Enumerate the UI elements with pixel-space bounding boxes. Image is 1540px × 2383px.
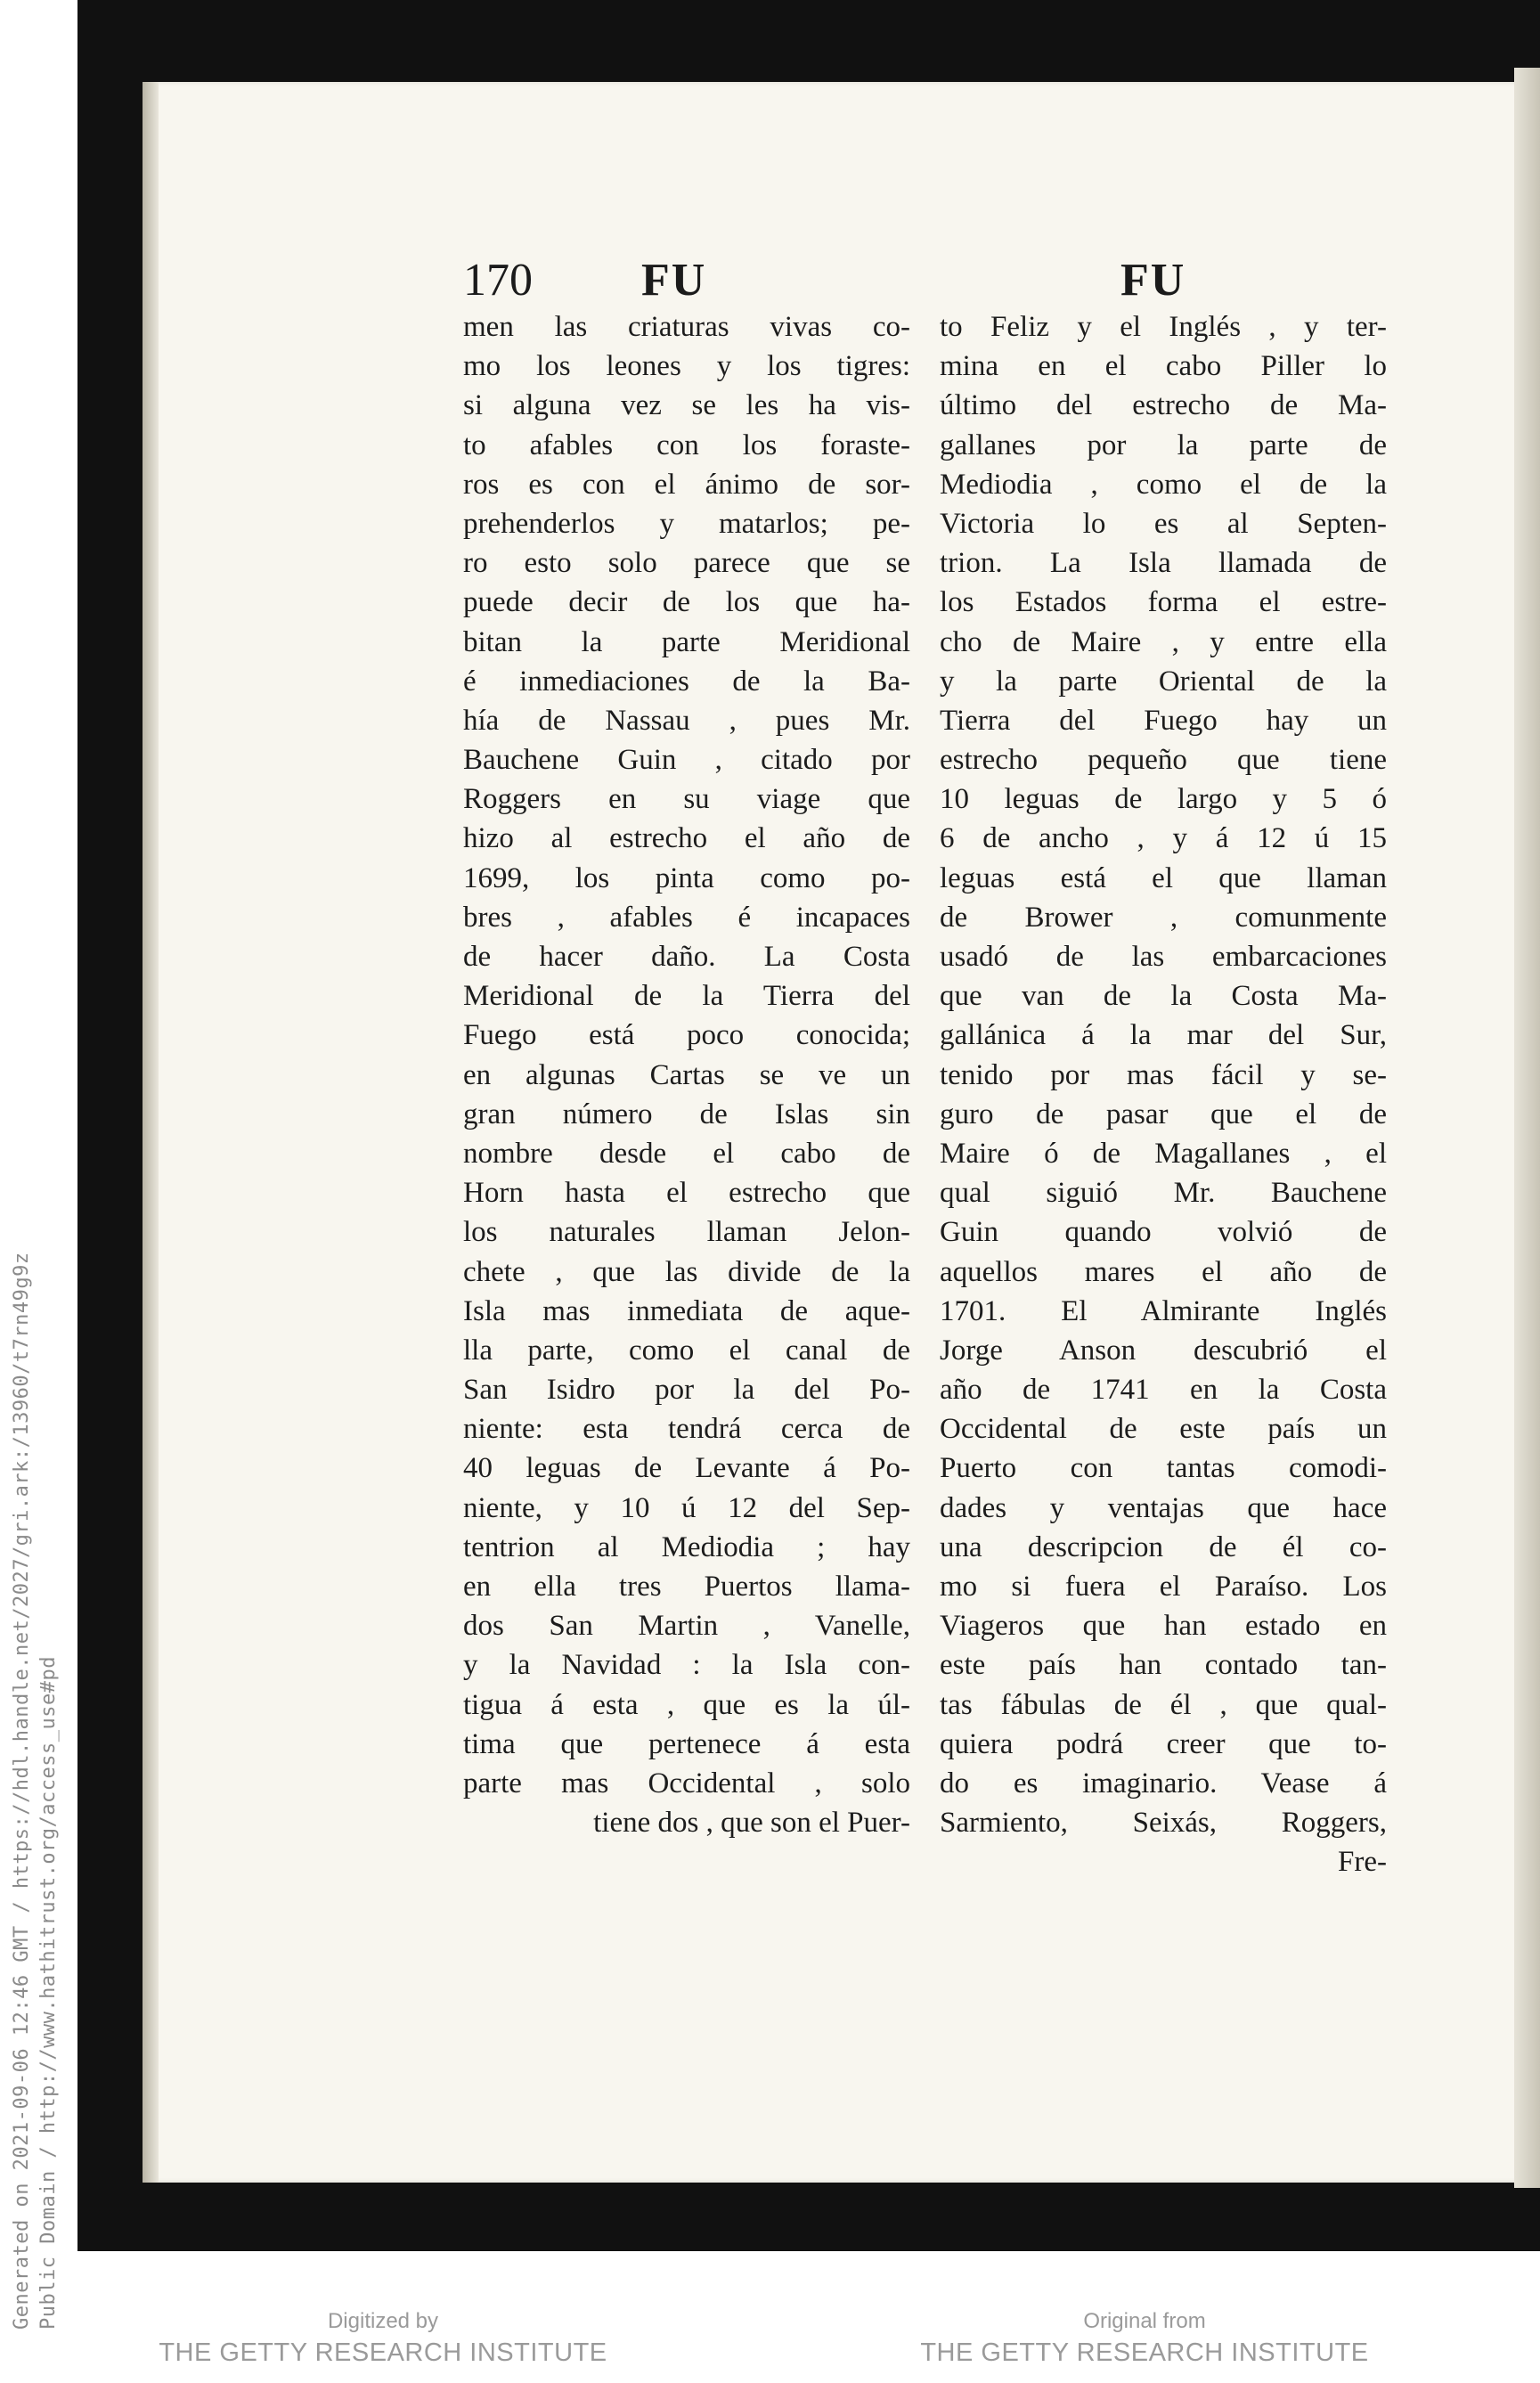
text-line: gallánica á la mar del Sur, xyxy=(940,1019,1387,1052)
headword-right: FU xyxy=(1120,255,1186,306)
text-line: 1701. El Almirante Inglés xyxy=(940,1294,1387,1327)
original-from-credit xyxy=(877,2307,1412,2379)
text-line: niente: esta tendrá cerca de xyxy=(463,1413,910,1446)
text-line: Guin quando volvió de xyxy=(940,1216,1387,1249)
text-line: ro esto solo parece que se xyxy=(463,547,910,580)
text-line: lla parte, como el canal de xyxy=(463,1334,910,1367)
text-line: tigua á esta , que es la úl- xyxy=(463,1688,910,1721)
text-line: 6 de ancho , y á 12 ú 15 xyxy=(940,822,1387,855)
text-line: tas fábulas de él , que qual- xyxy=(940,1688,1387,1721)
text-line: guro de pasar que el de xyxy=(940,1098,1387,1130)
digitized-by-label: Digitized by xyxy=(327,2309,439,2333)
text-line: este país han contado tan- xyxy=(940,1649,1387,1682)
text-line: prehenderlos y matarlos; pe- xyxy=(463,507,910,540)
text-line: 1699, los pinta como po- xyxy=(463,861,910,894)
text-line: Bauchene Guin , citado por xyxy=(463,744,910,777)
text-line: una descripcion de él co- xyxy=(940,1530,1387,1563)
text-line: último del estrecho de Ma- xyxy=(940,389,1387,422)
text-line: bres , afables é incapaces xyxy=(463,901,910,934)
text-line: nombre desde el cabo de xyxy=(463,1137,910,1170)
text-line: Tierra del Fuego hay un xyxy=(940,704,1387,737)
text-line: estrecho pequeño que tiene xyxy=(940,744,1387,777)
text-line: gallanes por la parte de xyxy=(940,428,1387,461)
text-line: en ella tres Puertos llama- xyxy=(463,1571,910,1603)
text-line: si alguna vez se les ha vis- xyxy=(463,389,910,422)
text-line: chete , que las divide de la xyxy=(463,1255,910,1288)
text-line: aquellos mares el año de xyxy=(940,1255,1387,1288)
text-line: trion. La Isla llamada de xyxy=(940,547,1387,580)
text-line: ros es con el ánimo de sor- xyxy=(463,468,910,501)
text-line: Meridional de la Tierra del xyxy=(463,980,910,1013)
text-line: y la parte Oriental de la xyxy=(940,665,1387,698)
text-line: Isla mas inmediata de aque- xyxy=(463,1294,910,1327)
text-line: usadó de las embarcaciones xyxy=(940,941,1387,973)
text-line: qual siguió Mr. Bauchene xyxy=(940,1177,1387,1210)
text-line: niente, y 10 ú 12 del Sep- xyxy=(463,1491,910,1524)
text-line: bitan la parte Meridional xyxy=(463,625,910,658)
text-line: Sarmiento, Seixás, Roggers, xyxy=(940,1807,1387,1840)
text-line: 10 leguas de largo y 5 ó xyxy=(940,783,1387,816)
text-line: mina en el cabo Piller lo xyxy=(940,350,1387,383)
generation-watermark xyxy=(9,1252,62,2330)
text-line: y la Navidad : la Isla con- xyxy=(463,1649,910,1682)
text-line: mo si fuera el Paraíso. Los xyxy=(940,1571,1387,1603)
text-line: to afables con los foraste- xyxy=(463,428,910,461)
page-header xyxy=(463,254,1407,307)
text-line: tenido por mas fácil y se- xyxy=(940,1058,1387,1091)
left-text-column xyxy=(463,307,910,1842)
text-line: cho de Maire , y entre ella xyxy=(940,625,1387,658)
text-line: parte mas Occidental , solo xyxy=(463,1767,910,1799)
text-line: men las criaturas vivas co- xyxy=(463,311,910,343)
text-line: San Isidro por la del Po- xyxy=(463,1374,910,1407)
text-line: tentrion al Mediodia ; hay xyxy=(463,1530,910,1563)
text-line: Occidental de este país un xyxy=(940,1413,1387,1446)
text-line: mo los leones y los tigres: xyxy=(463,350,910,383)
page-right-edge xyxy=(1514,68,1540,2188)
text-line: los Estados forma el estre- xyxy=(940,586,1387,619)
text-line: Viageros que han estado en xyxy=(940,1610,1387,1643)
page-gutter-shadow xyxy=(143,82,159,2183)
text-line: Victoria lo es al Septen- xyxy=(940,507,1387,540)
page-number: 170 xyxy=(463,255,533,306)
text-line: tima que pertenece á esta xyxy=(463,1727,910,1760)
watermark-line-1: Generated on 2021-09-06 12:46 GMT / https://hdl.handle.net/2027/gri.ark:/13960/t7rn49g9z xyxy=(11,1252,33,2330)
text-line: é inmediaciones de la Ba- xyxy=(463,665,910,698)
text-line: puede decir de los que ha- xyxy=(463,586,910,619)
headword-left: FU xyxy=(641,255,707,306)
text-line: Mediodia , como el de la xyxy=(940,468,1387,501)
text-line: 40 leguas de Levante á Po- xyxy=(463,1452,910,1485)
text-line: Maire ó de Magallanes , el xyxy=(940,1137,1387,1170)
text-line: de Brower , comunmente xyxy=(940,901,1387,934)
text-line: en algunas Cartas se ve un xyxy=(463,1058,910,1091)
text-line: Roggers en su viage que xyxy=(463,783,910,816)
original-from-label: Original from xyxy=(1083,2309,1206,2333)
text-line: los naturales llaman Jelon- xyxy=(463,1216,910,1249)
text-line: que van de la Costa Ma- xyxy=(940,980,1387,1013)
text-line: hía de Nassau , pues Mr. xyxy=(463,704,910,737)
text-line: to Feliz y el Inglés , y ter- xyxy=(940,311,1387,343)
text-line: gran número de Islas sin xyxy=(463,1098,910,1130)
digitizer-name: THE GETTY RESEARCH INSTITUTE xyxy=(159,2338,607,2367)
text-line: tiene dos , que son el Puer- xyxy=(593,1807,910,1840)
text-line: Fre- xyxy=(1338,1846,1387,1879)
text-line: Jorge Anson descubrió el xyxy=(940,1334,1387,1367)
text-line: de hacer daño. La Costa xyxy=(463,941,910,973)
original-source-name: THE GETTY RESEARCH INSTITUTE xyxy=(920,2338,1369,2367)
digitized-by-credit xyxy=(116,2307,650,2379)
text-line: Puerto con tantas comodi- xyxy=(940,1452,1387,1485)
text-line: dos San Martin , Vanelle, xyxy=(463,1610,910,1643)
text-line: Fuego está poco conocida; xyxy=(463,1019,910,1052)
text-line: leguas está el que llaman xyxy=(940,861,1387,894)
right-text-column xyxy=(940,307,1387,1882)
text-line: do es imaginario. Vease á xyxy=(940,1767,1387,1799)
text-line: Horn hasta el estrecho que xyxy=(463,1177,910,1210)
text-line: hizo al estrecho el año de xyxy=(463,822,910,855)
text-line: dades y ventajas que hace xyxy=(940,1491,1387,1524)
text-line: quiera podrá creer que to- xyxy=(940,1727,1387,1760)
watermark-line-2: Public Domain / http://www.hathitrust.org/access_use#pd xyxy=(37,1656,60,2330)
text-line: año de 1741 en la Costa xyxy=(940,1374,1387,1407)
